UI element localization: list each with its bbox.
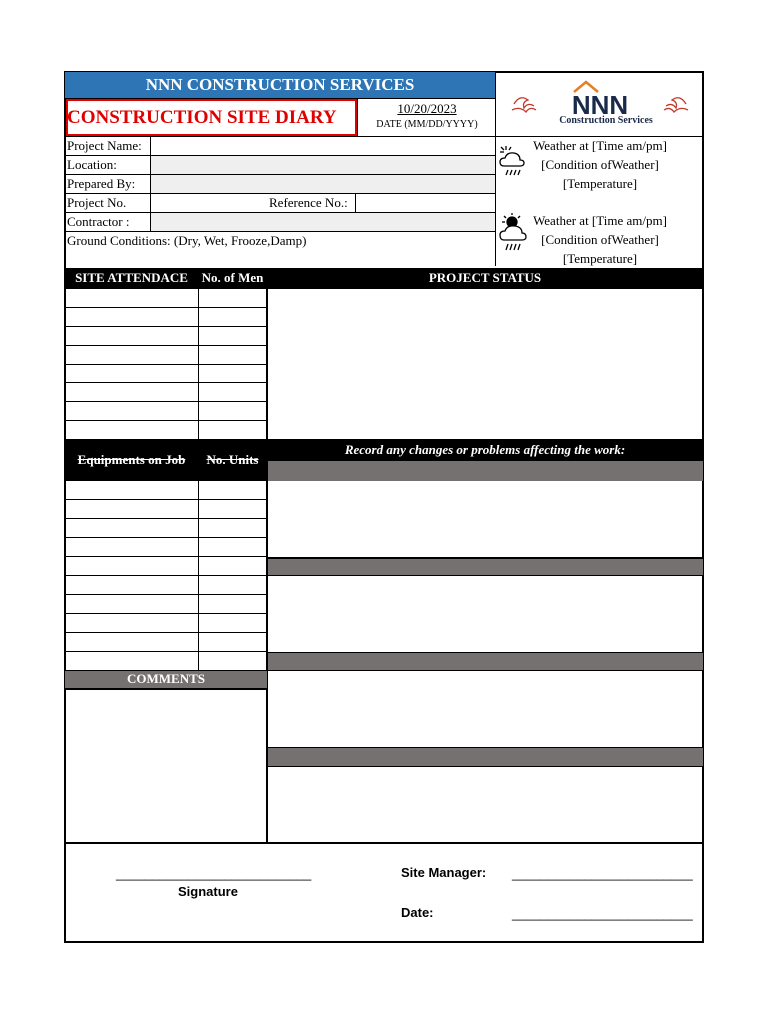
comments-header: COMMENTS bbox=[127, 671, 205, 686]
signature-label: Signature bbox=[178, 884, 238, 899]
project-no-field[interactable] bbox=[151, 194, 261, 212]
weather-2-condition[interactable]: [Condition ofWeather] bbox=[541, 232, 659, 247]
company-name: NNN CONSTRUCTION SERVICES bbox=[65, 72, 495, 98]
row-line bbox=[65, 231, 495, 232]
comments-area[interactable] bbox=[66, 692, 265, 841]
location-field[interactable] bbox=[151, 156, 495, 174]
attendance-row-line bbox=[65, 382, 266, 383]
equipment-row-line bbox=[65, 651, 266, 652]
project-no-label: Project No. bbox=[67, 195, 127, 210]
site-manager-label: Site Manager: bbox=[401, 865, 487, 880]
weather-2-temperature[interactable]: [Temperature] bbox=[562, 251, 638, 266]
contractor-label: Contractor : bbox=[67, 214, 130, 229]
flame-right-icon bbox=[664, 98, 688, 112]
ground-conditions-label: Ground Conditions: (Dry, Wet, Frooze,Damp) bbox=[67, 233, 307, 248]
project-status-header: PROJECT STATUS bbox=[428, 270, 542, 285]
project-name-label: Project Name: bbox=[67, 138, 142, 153]
project-status-area[interactable] bbox=[268, 290, 702, 438]
attendance-row-line bbox=[65, 345, 266, 346]
attendance-row-line bbox=[65, 420, 266, 421]
equipment-row-line bbox=[65, 575, 266, 576]
equipment-row-line bbox=[65, 632, 266, 633]
prepared-by-label: Prepared By: bbox=[67, 176, 136, 191]
location-label: Location: bbox=[67, 157, 117, 172]
prepared-by-field[interactable] bbox=[151, 175, 495, 193]
site-manager-line[interactable]: _________________________ bbox=[512, 866, 693, 881]
attendance-row-line bbox=[65, 401, 266, 402]
project-name-field[interactable] bbox=[151, 137, 495, 155]
weather-1-time[interactable]: Weather at [Time am/pm] bbox=[533, 138, 667, 153]
flame-left-icon bbox=[512, 98, 536, 112]
changes-bar-3 bbox=[268, 652, 703, 671]
reference-no-label: Reference No.: bbox=[269, 195, 348, 210]
equipment-row-line bbox=[65, 556, 266, 557]
date-label: DATE (MM/DD/YYYY) bbox=[376, 119, 478, 130]
svg-text:NNN: NNN bbox=[571, 90, 629, 120]
changes-bar-1 bbox=[268, 461, 703, 481]
changes-area-4[interactable] bbox=[268, 768, 702, 841]
attendance-row-line bbox=[65, 364, 266, 365]
changes-area-1[interactable] bbox=[268, 481, 702, 556]
contractor-field[interactable] bbox=[151, 213, 495, 231]
date-value[interactable]: 10/20/2023 bbox=[397, 101, 457, 116]
attendance-row-line bbox=[65, 307, 266, 308]
weather-2-time[interactable]: Weather at [Time am/pm] bbox=[533, 213, 667, 228]
equipment-row-line bbox=[65, 518, 266, 519]
weather-1-condition[interactable]: [Condition ofWeather] bbox=[541, 157, 659, 172]
date-label-footer: Date: bbox=[401, 905, 434, 920]
changes-area-2[interactable] bbox=[268, 577, 702, 651]
equipment-row-line bbox=[65, 613, 266, 614]
no-of-men-header: No. of Men bbox=[201, 270, 264, 285]
changes-area-3[interactable] bbox=[268, 672, 702, 746]
equipment-row-line bbox=[65, 499, 266, 500]
diary-title: CONSTRUCTION SITE DIARY bbox=[67, 107, 337, 128]
attendance-row-line bbox=[65, 326, 266, 327]
equipment-row-line bbox=[65, 594, 266, 595]
footer-divider bbox=[65, 842, 703, 844]
equipment-row-line bbox=[65, 537, 266, 538]
signature-line[interactable]: ___________________________ bbox=[116, 866, 312, 881]
site-attendance-header: SITE ATTENDACE bbox=[75, 270, 188, 285]
reference-no-field[interactable] bbox=[356, 194, 495, 212]
no-units-header: No. Units bbox=[206, 452, 259, 467]
weather-1-temperature[interactable]: [Temperature] bbox=[562, 176, 638, 191]
company-logo bbox=[500, 76, 700, 134]
changes-bar-4 bbox=[268, 747, 703, 767]
svg-text:Construction Services: Construction Services bbox=[559, 115, 653, 126]
logo-graphic bbox=[500, 76, 700, 134]
changes-header: Record any changes or problems affecting the work: bbox=[344, 442, 626, 457]
equipment-header: Equipments on Job bbox=[77, 452, 186, 467]
date-line-footer[interactable]: _________________________ bbox=[512, 906, 693, 921]
changes-bar-2 bbox=[268, 557, 703, 576]
